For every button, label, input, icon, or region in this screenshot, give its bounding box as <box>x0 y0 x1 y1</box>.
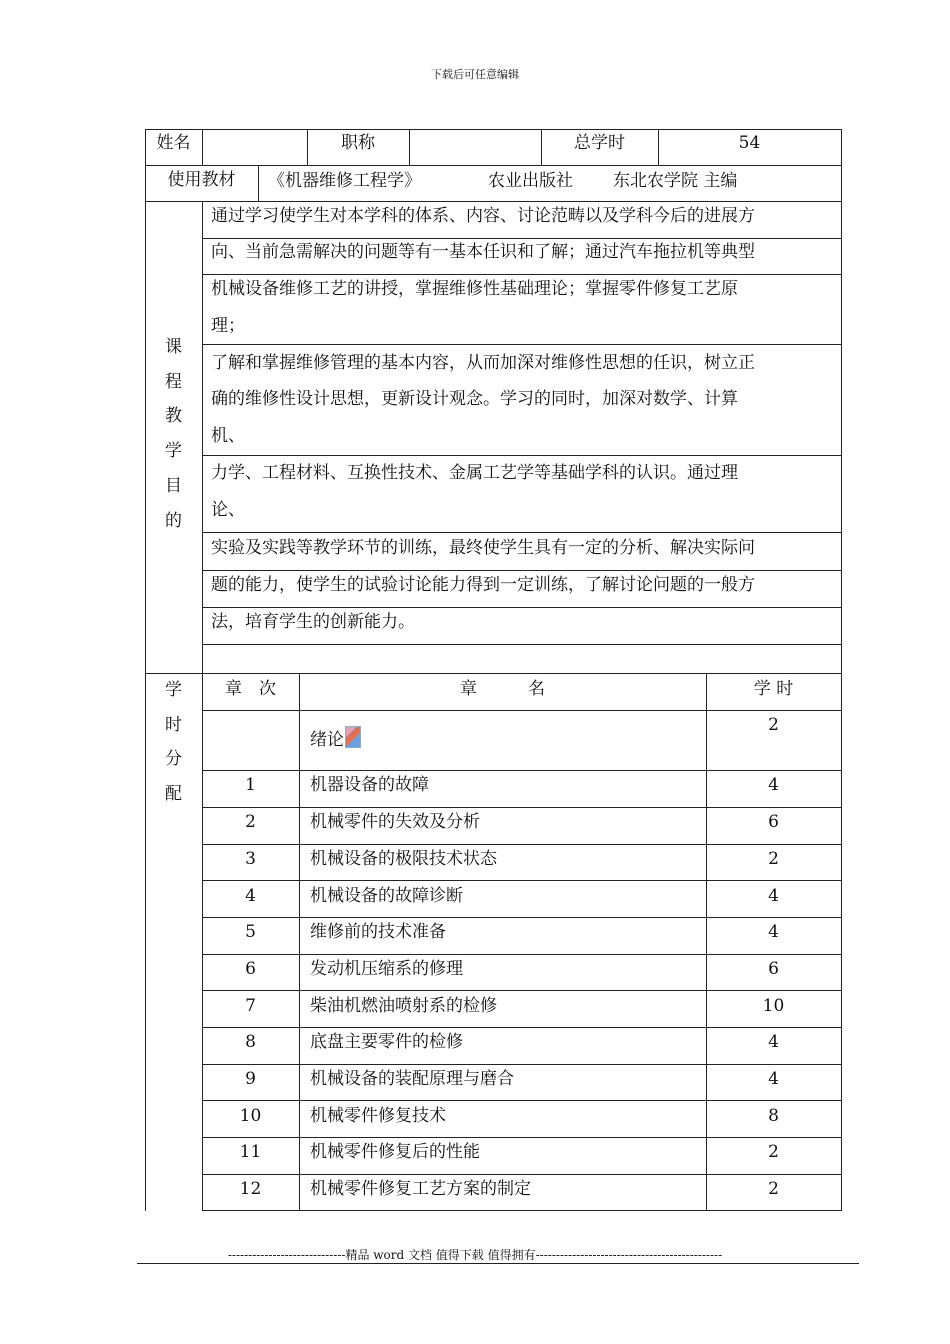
objective-line: 机、 <box>211 426 245 446</box>
chapter-number: 2 <box>245 812 256 832</box>
chapter-name: 机械零件修复工艺方案的制定 <box>310 1179 531 1199</box>
col-header-hours: 学 时 <box>753 679 794 699</box>
chapter-number: 7 <box>245 996 256 1016</box>
row-divider <box>202 880 842 881</box>
objectives-label-char: 课 <box>165 337 182 357</box>
allocation-label-char: 配 <box>165 784 182 805</box>
chapter-name: 柴油机燃油喷射系的检修 <box>310 996 497 1016</box>
col-divider <box>706 673 707 1211</box>
objectives-label <box>145 330 202 538</box>
chapter-number: 11 <box>239 1142 262 1162</box>
objectives-label-char: 程 <box>165 371 182 392</box>
col-divider <box>409 129 410 165</box>
textbook-label: 使用教材 <box>167 170 236 190</box>
objective-line: 向、当前急需解决的问题等有一基本任识和了解；通过汽车拖拉机等典型 <box>211 242 755 262</box>
objective-line: 理； <box>211 316 245 336</box>
table-border-right <box>841 129 842 1211</box>
row-divider <box>202 990 842 991</box>
chapter-name: 机器设备的故障 <box>310 775 429 795</box>
row-divider <box>202 844 842 845</box>
chapter-hours: 2 <box>768 715 779 735</box>
objective-line: 确的维修性设计思想，更新设计观念。学习的同时，加深对数学、计算 <box>211 389 738 409</box>
row-divider <box>202 710 842 711</box>
row-divider <box>202 1174 842 1175</box>
page-footer: -----------------------------精品 word 文档 值得下载 值得拥有---------------------------------------------- <box>227 1248 723 1262</box>
col-divider <box>202 201 203 1211</box>
chapter-name: 机械零件修复后的性能 <box>310 1142 480 1162</box>
allocation-label-char: 时 <box>165 714 182 735</box>
chapter-hours: 4 <box>768 886 779 906</box>
chapter-number: 1 <box>245 775 256 795</box>
chapter-number: 12 <box>239 1179 262 1199</box>
col-header-name: 章 名 <box>460 679 545 699</box>
allocation-label <box>145 673 202 812</box>
objective-line: 法，培育学生的创新能力。 <box>211 612 415 632</box>
row-divider <box>202 570 842 571</box>
chapter-number: 10 <box>239 1106 262 1126</box>
chapter-hours: 4 <box>768 1032 779 1052</box>
objective-line: 机械设备维修工艺的讲授，掌握维修性基础理论；掌握零件修复工艺原 <box>211 279 738 299</box>
row-divider <box>202 238 842 239</box>
table-border-bottom <box>202 1210 842 1211</box>
objective-line: 题的能力，使学生的试验讨论能力得到一定训练，了解讨论问题的一般方 <box>211 575 755 595</box>
allocation-label-char: 分 <box>165 749 182 770</box>
objectives-label-char: 学 <box>165 441 182 462</box>
chapter-name: 机械零件修复技术 <box>310 1106 446 1126</box>
row-divider <box>202 644 842 645</box>
chapter-hours: 6 <box>768 959 779 979</box>
chapter-hours: 10 <box>762 996 785 1016</box>
broken-image-icon <box>345 726 361 748</box>
chapter-number: 5 <box>245 922 256 942</box>
row-divider <box>202 607 842 608</box>
chapter-name: 维修前的技术准备 <box>310 922 446 942</box>
table-border-left <box>145 129 146 1211</box>
chapter-name: 机械设备的装配原理与磨合 <box>310 1069 514 1089</box>
chapter-name <box>310 726 361 750</box>
row-divider <box>202 1064 842 1065</box>
objectives-label-char: 教 <box>165 406 182 427</box>
chapter-hours: 4 <box>768 922 779 942</box>
chapter-name: 发动机压缩系的修理 <box>310 959 463 979</box>
table-border-top <box>145 129 842 130</box>
col-header-chapter: 章 次 <box>225 679 276 699</box>
row-divider <box>202 1137 842 1138</box>
objective-line: 了解和掌握维修管理的基本内容，从而加深对维修性思想的任识，树立正 <box>211 353 755 373</box>
chapter-hours: 4 <box>768 775 779 795</box>
chapter-hours: 2 <box>768 1179 779 1199</box>
chapter-hours: 4 <box>768 1069 779 1089</box>
col-divider <box>299 673 300 1211</box>
chapter-number: 9 <box>245 1069 256 1089</box>
objective-line: 实验及实践等教学环节的训练，最终使学生具有一定的分析、解决实际问 <box>211 538 755 558</box>
publisher: 农业出版社 <box>488 171 573 191</box>
objective-line: 论、 <box>211 500 245 520</box>
col-divider <box>202 129 203 165</box>
chapter-name: 底盘主要零件的检修 <box>310 1032 463 1052</box>
row-divider <box>202 1100 842 1101</box>
page-header: 下载后可任意编辑 <box>431 68 519 81</box>
objective-line: 通过学习使学生对本学科的体系、内容、讨论范畴以及学科今后的进展方 <box>211 206 755 226</box>
row-divider <box>202 770 842 771</box>
row-divider <box>202 807 842 808</box>
chapter-name-text: 绪论 <box>310 730 344 750</box>
allocation-label-char: 学 <box>165 680 182 700</box>
chapter-hours: 2 <box>768 1142 779 1162</box>
chapter-name: 机械零件的失效及分析 <box>310 812 480 832</box>
objectives-label-char: 的 <box>165 510 182 531</box>
objective-line: 力学、工程材料、互换性技术、金属工艺学等基础学科的认识。通过理 <box>211 463 738 483</box>
chapter-number: 3 <box>245 849 256 869</box>
row-divider <box>145 165 842 166</box>
chapter-name: 机械设备的极限技术状态 <box>310 849 497 869</box>
col-divider <box>258 165 259 201</box>
chapter-hours: 2 <box>768 849 779 869</box>
chapter-hours: 8 <box>768 1106 779 1126</box>
chapter-number: 8 <box>245 1032 256 1052</box>
name-label: 姓名 <box>156 133 191 153</box>
row-divider <box>145 673 842 674</box>
chapter-number: 6 <box>245 959 256 979</box>
objectives-label-char: 目 <box>165 475 182 496</box>
row-divider <box>202 455 842 456</box>
editor: 东北农学院 主编 <box>613 171 738 191</box>
chapter-hours: 6 <box>768 812 779 832</box>
row-divider <box>202 274 842 275</box>
chapter-number: 4 <box>245 886 256 906</box>
row-divider <box>202 954 842 955</box>
textbook-title: 《机器维修工程学》 <box>268 171 421 191</box>
footer-rule <box>137 1263 859 1264</box>
row-divider <box>202 532 842 533</box>
chapter-name: 机械设备的故障诊断 <box>310 886 463 906</box>
row-divider <box>145 201 842 202</box>
row-divider <box>202 1027 842 1028</box>
total-hours-label: 总学时 <box>574 133 625 153</box>
row-divider <box>202 917 842 918</box>
title-label: 职称 <box>341 133 375 153</box>
row-divider <box>202 344 842 345</box>
total-hours-value: 54 <box>738 133 761 153</box>
